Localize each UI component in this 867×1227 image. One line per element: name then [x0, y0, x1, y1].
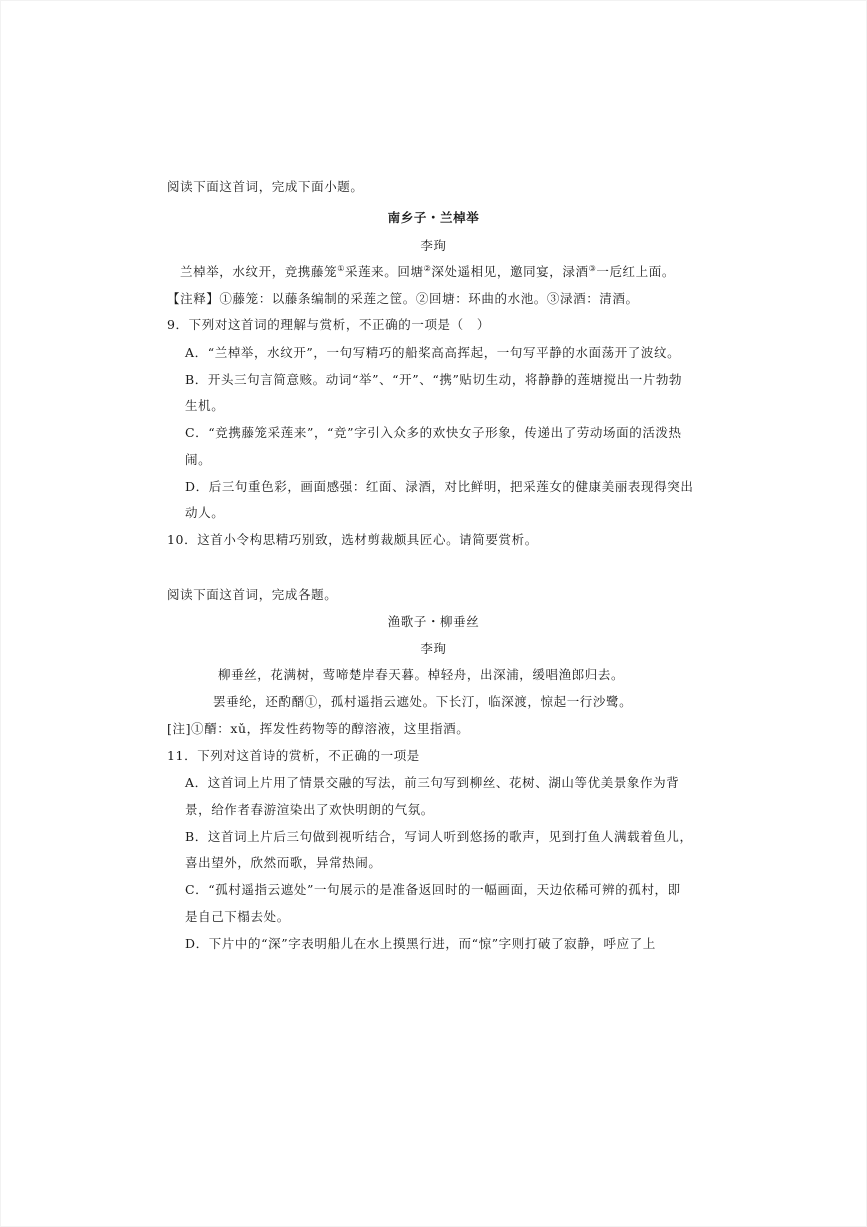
q9-option-c: C．“竞携藤笼采莲来”，“竞”字引入众多的欢快女子形象，传递出了劳动场面的活泼热	[185, 425, 682, 440]
poem1-title: 南乡子・兰棹举	[387, 210, 480, 225]
q11-option-c: C．“孤村遥指云遮处”一句展示的是准备返回时的一幅画面，天边依稀可辨的孤村，即	[185, 882, 681, 897]
footnote-mark-1: ①	[337, 264, 345, 273]
section1-intro: 阅读下面这首词，完成下面小题。	[167, 179, 364, 194]
poem2-title: 渔歌子・柳垂丝	[387, 614, 480, 629]
q11-option-b-cont: 喜出望外，欣然而歌，异常热闹。	[185, 855, 382, 870]
footnote-mark-3: ③	[588, 264, 597, 273]
poem1-text-c: 深处遥相见，邀同宴，渌酒	[431, 264, 589, 279]
poem2-line-2: 罢垂纶，还酌醑①，孤村遥指云遮处。下长汀，临深渡，惊起一行沙鹭。	[213, 694, 633, 709]
poem1-text-b: 采莲来。回塘	[344, 264, 424, 279]
section2-intro: 阅读下面这首词，完成各题。	[167, 587, 338, 602]
footnote-mark-2: ②	[423, 264, 432, 273]
poem2-note: [注]①醑：xǔ，挥发性药物等的醇溶液，这里指酒。	[167, 721, 470, 736]
q9-option-d: D．后三句重色彩，画面感强：红面、渌酒，对比鲜明，把采莲女的健康美丽表现得突出	[185, 479, 694, 494]
q9-option-d-cont: 动人。	[185, 505, 225, 520]
q11-option-a-cont: 景，给作者春游渲染出了欢快明朗的气氛。	[185, 802, 434, 817]
poem1-note: 【注释】①藤笼：以藤条编制的采莲之筐。②回塘：环曲的水池。③渌酒：清酒。	[167, 291, 639, 306]
q9-option-b-cont: 生机。	[185, 398, 225, 413]
q11-option-b: B．这首词上片后三句做到视听结合，写词人听到悠扬的歌声，见到打鱼人满载着鱼儿，	[185, 829, 693, 844]
q9-stem: 9．下列对这首词的理解与赏析，不正确的一项是（ ）	[167, 317, 490, 332]
q11-option-a: A．这首词上片用了情景交融的写法，前三句写到柳丝、花树、湖山等优美景象作为背	[185, 775, 680, 790]
poem2-line-1: 柳垂丝，花满树，莺啼楚岸春天暮。棹轻舟，出深浦，缓唱渔郎归去。	[218, 667, 625, 682]
q9-option-b: B．开头三句言简意赅。动词“举”、“开”、“携”贴切生动，将静静的莲塘搅出一片勃勃	[185, 372, 683, 387]
poem1-text-a: 兰棹举，水纹开，竞携藤笼	[180, 264, 338, 279]
q11-option-d: D．下片中的“深”字表明船儿在水上摸黑行进，而“惊”字则打破了寂静，呼应了上	[185, 936, 656, 951]
poem1-text-d: 一卮红上面。	[596, 264, 675, 279]
q10-stem: 10．这首小令构思精巧别致，选材剪裁颇具匠心。请简要赏析。	[167, 532, 538, 547]
poem1-text	[180, 262, 675, 280]
poem1-author: 李珣	[420, 238, 447, 253]
q11-stem: 11．下列对这首诗的赏析，不正确的一项是	[167, 748, 420, 763]
q11-option-c-cont: 是自己下榻去处。	[185, 909, 290, 924]
q9-option-a: A．“兰棹举，水纹开”，一句写精巧的船桨高高挥起，一句写平静的水面荡开了波纹。	[185, 345, 681, 360]
q9-option-c-cont: 闹。	[185, 452, 212, 467]
poem2-author: 李珣	[420, 641, 447, 656]
